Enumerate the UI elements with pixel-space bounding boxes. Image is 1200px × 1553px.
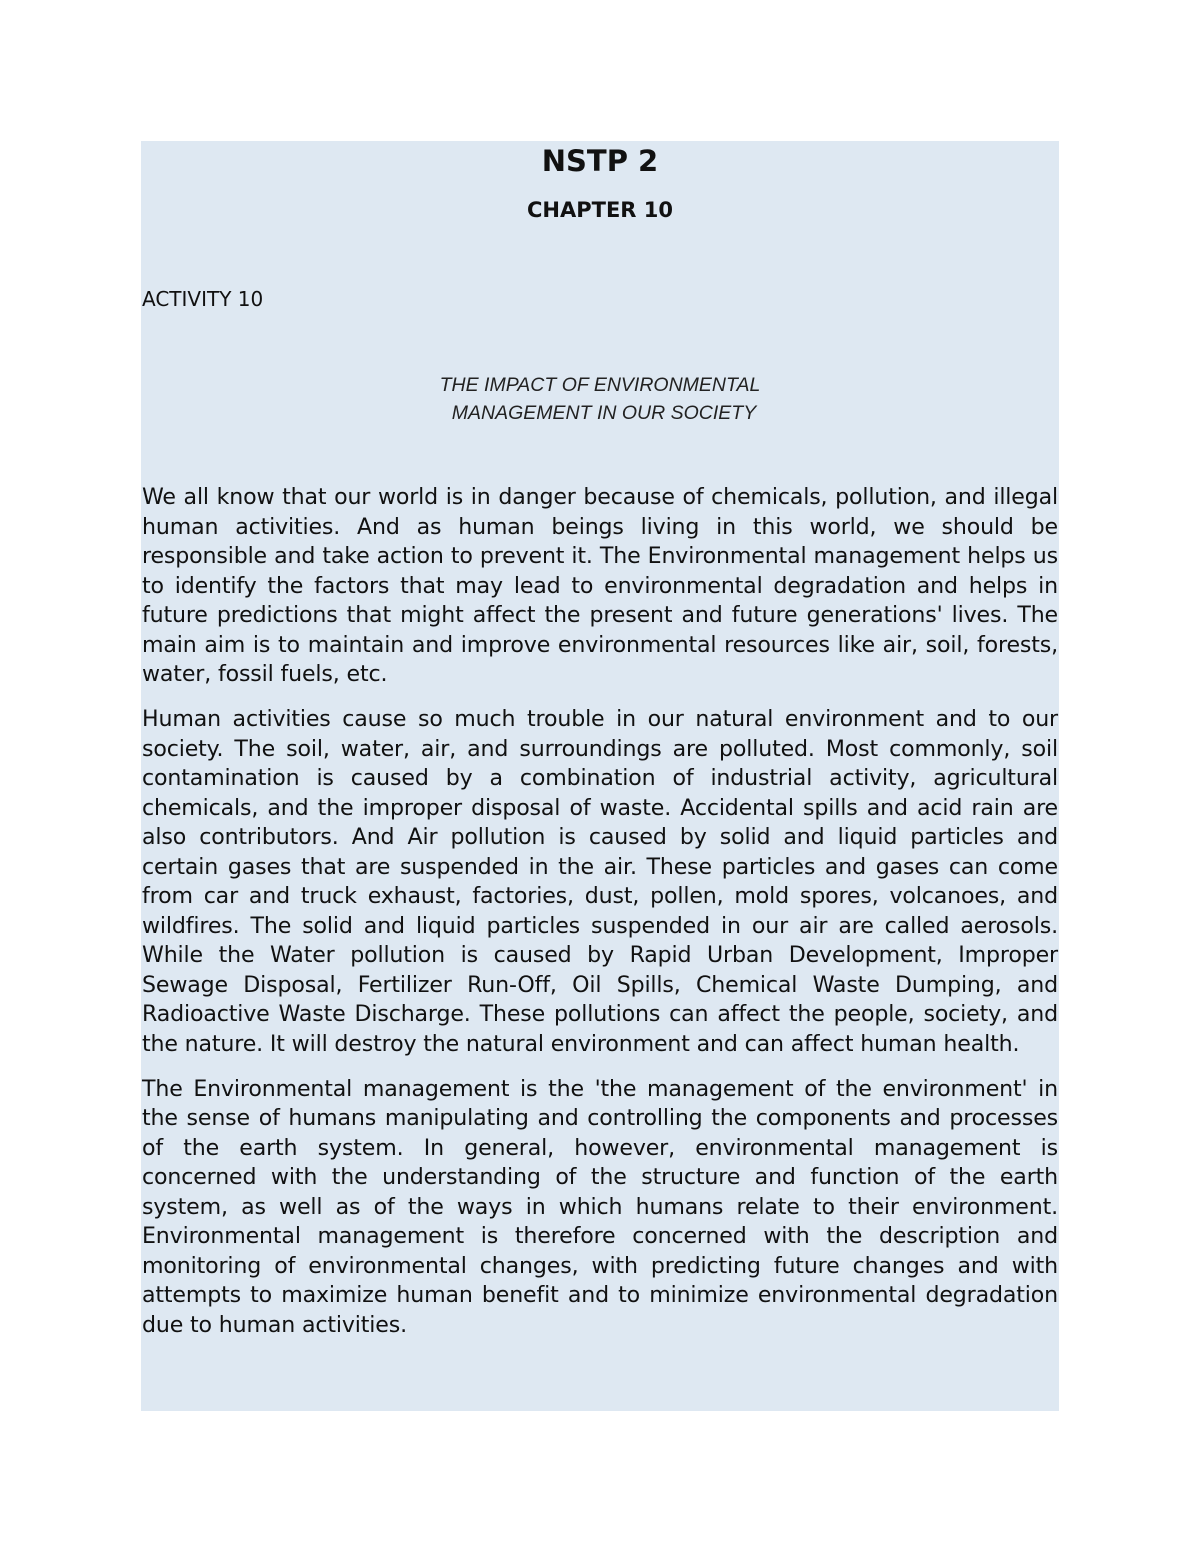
chapter-heading: CHAPTER 10 <box>526 198 673 222</box>
essay-title-line-2: MANAGEMENT IN OUR SOCIETY <box>451 402 757 424</box>
activity-label: ACTIVITY 10 <box>142 287 264 311</box>
paragraph-2: Human activities cause so much trouble in our natural environment and to our society. The soil, water, air, and surroundings are polluted. Most commonly, soil contamination is caused by a combination of industrial activity, agricultural chemicals, and the improper disposal of waste. Accidental spills and acid rain are also contributors. And Air pollution is caused by solid and liquid particles and certain gases that are suspended in the air. These particles and gases can come from car and truck exhaust, factories, dust, pollen, mold spores, volcanoes, and wildfires. The solid and liquid particles suspended in our air are called aerosols. While the Water pollution is caused by Rapid Urban Development, Improper Sewage Disposal, Fertilizer Run-Off, Oil Spills, Chemical Waste Dumping, and Radioactive Waste Discharge. These pollutions can affect the people, society, and the nature. It will destroy the natural environment and can affect human health. <box>142 706 1058 1057</box>
essay-title-line-1: THE IMPACT OF ENVIRONMENTAL <box>439 374 761 396</box>
paragraph-1: We all know that our world is in danger because of chemicals, pollution, and illegal human activities. And as human beings living in this world, we should be responsible and take action to prevent it. The Environmental management helps us to identify the factors that may lead to environmental degradation and helps in future predictions that might affect the present and future generations' lives. The main aim is to maintain and improve environmental resources like air, soil, forests, water, fossil fuels, etc. <box>142 484 1058 687</box>
essay-title <box>142 371 1058 427</box>
essay-body <box>142 483 1058 1356</box>
paragraph-3: The Environmental management is the 'the management of the environment' in the sense of humans manipulating and controlling the components and processes of the earth system. In general, however, environmental management is concerned with the understanding of the structure and function of the earth system, as well as of the ways in which humans relate to their environment. Environmental management is therefore concerned with the description and monitoring of environmental changes, with predicting future changes and with attempts to maximize human benefit and to minimize environmental degradation due to human activities. <box>142 1075 1058 1338</box>
document-title: NSTP 2 <box>541 144 659 178</box>
